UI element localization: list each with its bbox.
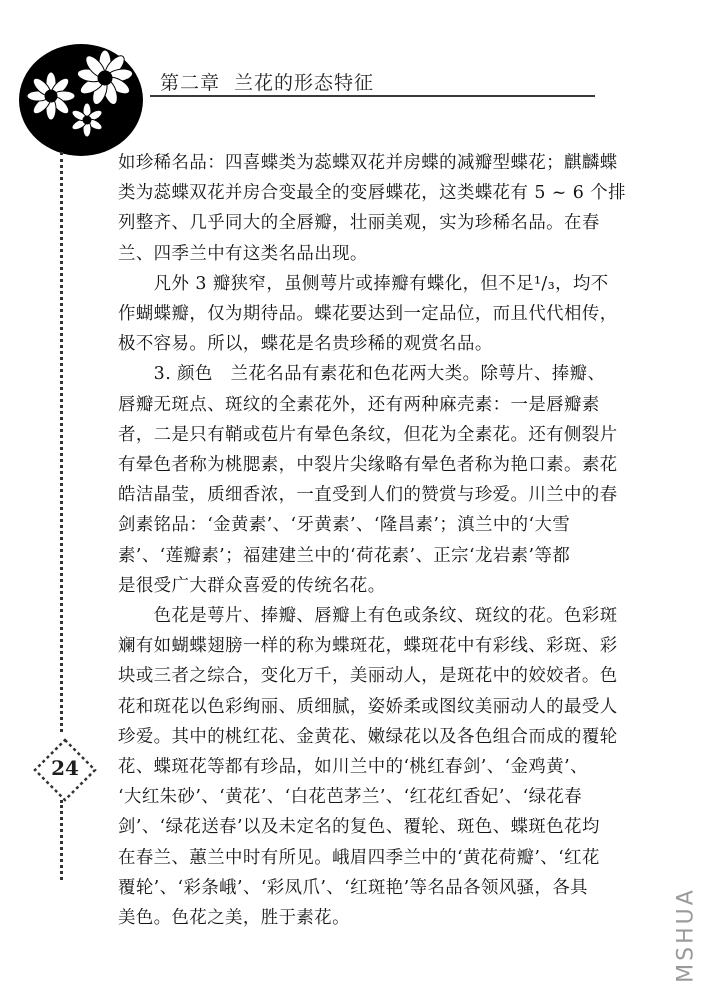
text-line: 有晕色者称为桃腮素，中裂片尖缘略有晕色者称为艳口素。素花 <box>118 455 618 476</box>
text-line: 剑素铭品：‘金黄素’、‘牙黄素’、‘隆昌素’；滇兰中的‘大雪 <box>118 515 571 536</box>
text-line: 剑’、‘绿花送春’以及未定名的复色、覆轮、斑色、蝶斑色花均 <box>118 817 600 838</box>
chapter-heading <box>160 68 374 95</box>
watermark <box>672 880 700 990</box>
text-line: 美色。色花之美，胜于素花。 <box>118 908 350 929</box>
text-line: 块或三者之综合，变化万千，美丽动人，是斑花中的姣姣者。色 <box>118 666 618 687</box>
text-line: 3. 颜色 兰花名品有素花和色花两大类。除萼片、捧瓣、 <box>118 364 606 385</box>
margin-dotted-line-lower <box>60 800 63 880</box>
text-line: 是很受广大群众喜爱的传统名花。 <box>118 575 386 596</box>
text-line: 皓洁晶莹，质细香浓，一直受到人们的赞赏与珍爱。川兰中的春 <box>118 485 618 506</box>
text-line: 极不容易。所以，蝶花是名贵珍稀的观赏名品。 <box>118 334 493 355</box>
flower-badge-icon <box>17 40 151 158</box>
text-line: 作蝴蝶瓣，仅为期待品。蝶花要达到一定品位，而且代代相传， <box>118 304 618 325</box>
text-line: 花和斑花以色彩绚丽、质细腻，姿娇柔或图纹美丽动人的最受人 <box>118 696 618 717</box>
text-line: 珍爱。其中的桃红花、金黄花、嫩绿花以及各色组合而成的覆轮 <box>118 726 618 747</box>
text-line: 覆轮’、‘彩条峨’、‘彩凤爪’、‘红斑艳’等名品各领风骚，各具 <box>118 877 589 898</box>
text-line: 如珍稀名品：四喜蝶类为蕊蝶双花并房蝶的减瓣型蝶花；麒麟蝶 <box>118 153 618 173</box>
text-line: 类为蕊蝶双花并房合变最全的变唇蝶花，这类蝶花有 5 ~ 6 个排 <box>118 183 626 204</box>
text-line: 列整齐、几乎同大的全唇瓣，壮丽美观，实为珍稀名品。在春 <box>118 213 600 234</box>
text-line: 色花是萼片、捧瓣、唇瓣上有色或条纹、斑纹的花。色彩斑 <box>118 606 618 627</box>
text-line: 凡外 3 瓣狭窄，虽侧萼片或捧瓣有蝶化，但不足¹/₃，均不 <box>118 273 609 294</box>
text-line: 兰、四季兰中有这类名品出现。 <box>118 243 368 264</box>
text-line: 花、蝶斑花等都有珍品，如川兰中的‘桃红春剑’、‘金鸡黄’、 <box>118 757 588 778</box>
watermark-text: MSHUA <box>673 887 699 983</box>
margin-dotted-line <box>60 152 63 732</box>
text-line: 在春兰、蕙兰中时有所见。峨眉四季兰中的‘黄花荷瓣’、‘红花 <box>118 847 600 868</box>
chapter-number: 第二章 <box>160 72 221 94</box>
chapter-title: 兰花的形态特征 <box>234 72 375 94</box>
body-text <box>118 148 650 933</box>
text-line: 唇瓣无斑点、斑纹的全素花外，还有两种麻壳素：一是唇瓣素 <box>118 394 600 415</box>
page-number: 24 <box>51 756 79 780</box>
text-line: 斓有如蝴蝶翅膀一样的称为蝶斑花，蝶斑花中有彩线、彩斑、彩 <box>118 636 618 657</box>
text-line: 者，二是只有鞘或苞片有晕色条纹，但花为全素花。还有侧裂片 <box>118 424 618 445</box>
text-line: 素’、‘莲瓣素’；福建建兰中的‘荷花素’、正宗‘龙岩素’等都 <box>118 545 571 566</box>
header-rule <box>150 95 595 97</box>
text-line: ‘大红朱砂’、‘黄花’、‘白花芭茅兰’、‘红花红香妃’、‘绿花春 <box>118 787 583 808</box>
